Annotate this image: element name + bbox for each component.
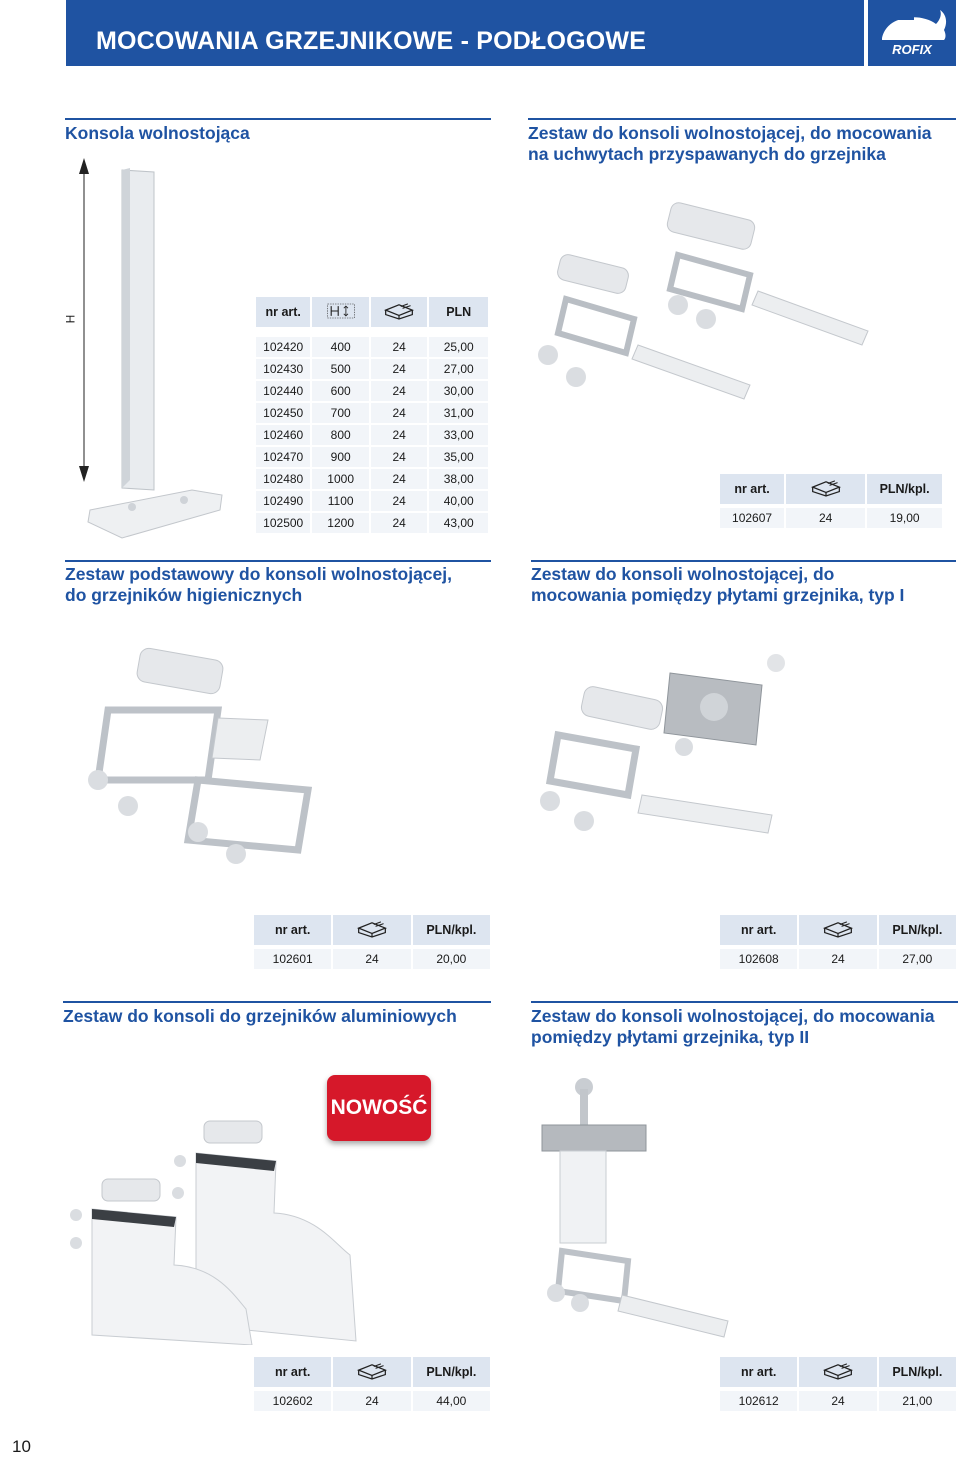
table-cell: 24: [333, 945, 410, 969]
new-badge: NOWOŚĆ: [327, 1075, 431, 1141]
table-cell: 20,00: [413, 945, 490, 969]
table-cell: 102460: [256, 423, 310, 445]
table-cell: 24: [786, 504, 865, 528]
col-header: PLN/kpl.: [867, 474, 942, 504]
table-row: [256, 489, 488, 511]
table-cell: 24: [371, 445, 428, 467]
table-cell: 102490: [256, 489, 310, 511]
table-cell: 21,00: [879, 1387, 956, 1411]
table-cell: 19,00: [867, 504, 942, 528]
price-table: [252, 1357, 492, 1411]
section-title-line: Zestaw do konsoli wolnostojącej, do mocowania: [528, 123, 932, 143]
section-title: [531, 1006, 935, 1048]
package-icon: [333, 1357, 410, 1387]
section-rule: [63, 1001, 491, 1003]
package-icon: [333, 915, 410, 945]
table-cell: 33,00: [429, 423, 488, 445]
table-row: [256, 445, 488, 467]
table-cell: 700: [312, 401, 369, 423]
page-title: MOCOWANIA GRZEJNIKOWE - PODŁOGOWE: [96, 27, 647, 55]
table-cell: 500: [312, 357, 369, 379]
col-header: nr art.: [254, 1357, 331, 1387]
table-cell: 1000: [312, 467, 369, 489]
section-title: [65, 564, 452, 606]
col-header: PLN/kpl.: [879, 915, 956, 945]
table-cell: 44,00: [413, 1387, 490, 1411]
brand-logo: [868, 0, 956, 66]
table-row: [256, 357, 488, 379]
col-header: nr art.: [254, 915, 331, 945]
section-rule: [531, 1001, 958, 1003]
table-row: [256, 401, 488, 423]
table-cell: 102480: [256, 467, 310, 489]
table-cell: 43,00: [429, 511, 488, 533]
table-cell: 27,00: [879, 945, 956, 969]
col-header: nr art.: [256, 297, 310, 327]
table-row: [720, 1387, 956, 1411]
table-row: [256, 379, 488, 401]
table-row: [254, 1387, 490, 1411]
section-rule: [531, 560, 956, 562]
table-cell: 102601: [254, 945, 331, 969]
table-row: [720, 945, 956, 969]
table-cell: 35,00: [429, 445, 488, 467]
table-cell: 30,00: [429, 379, 488, 401]
kit-102601-image: [68, 640, 358, 880]
table-cell: 25,00: [429, 327, 488, 357]
table-cell: 800: [312, 423, 369, 445]
kit-102608-image: [532, 645, 822, 885]
col-header: PLN/kpl.: [879, 1357, 956, 1387]
table-row: [256, 423, 488, 445]
package-icon: [786, 474, 865, 504]
table-cell: 24: [371, 467, 428, 489]
section-rule: [528, 118, 956, 120]
table-cell: 102602: [254, 1387, 331, 1411]
kit-102607-image: [528, 195, 888, 435]
table-cell: 102450: [256, 401, 310, 423]
table-cell: 24: [799, 1387, 876, 1411]
section-title-line: Konsola wolnostojąca: [65, 123, 250, 143]
table-row: [256, 467, 488, 489]
package-icon: [371, 297, 428, 327]
table-cell: 1200: [312, 511, 369, 533]
price-table: [254, 297, 490, 533]
section-title-line: pomiędzy płytami grzejnika, typ II: [531, 1027, 810, 1047]
table-cell: 24: [371, 489, 428, 511]
table-row: [256, 511, 488, 533]
section-title-line: Zestaw do konsoli do grzejników aluminiowych: [63, 1006, 457, 1026]
table-cell: 24: [371, 511, 428, 533]
col-header: PLN: [429, 297, 488, 327]
table-cell: 24: [333, 1387, 410, 1411]
price-table: [718, 915, 958, 969]
table-cell: 24: [371, 357, 428, 379]
table-cell: 102608: [720, 945, 797, 969]
price-table: [252, 915, 492, 969]
package-icon: [799, 1357, 876, 1387]
table-cell: 102430: [256, 357, 310, 379]
table-cell: 38,00: [429, 467, 488, 489]
standing-console-image: [62, 150, 242, 540]
table-cell: 102420: [256, 327, 310, 357]
section-title-line: mocowania pomiędzy płytami grzejnika, typ I: [531, 585, 905, 605]
table-row: [720, 504, 942, 528]
col-header: nr art.: [720, 1357, 797, 1387]
section-title-line: Zestaw do konsoli wolnostojącej, do: [531, 564, 835, 584]
section-title: [528, 123, 932, 165]
table-cell: 1100: [312, 489, 369, 511]
table-cell: 102607: [720, 504, 784, 528]
section-rule: [65, 560, 491, 562]
section-title-line: Zestaw podstawowy do konsoli wolnostojącej,: [65, 564, 452, 584]
kit-102612-image: [532, 1075, 772, 1345]
table-cell: 24: [799, 945, 876, 969]
table-cell: 102612: [720, 1387, 797, 1411]
col-header: nr art.: [720, 915, 797, 945]
height-icon: [312, 297, 369, 327]
rhino-logo-icon: [868, 2, 956, 46]
section-title: [531, 564, 904, 606]
price-table: [718, 474, 944, 528]
dimension-label: H: [63, 314, 78, 324]
table-cell: 24: [371, 379, 428, 401]
section-title-line: na uchwytach przyspawanych do grzejnika: [528, 144, 886, 164]
table-cell: 31,00: [429, 401, 488, 423]
table-cell: 102470: [256, 445, 310, 467]
kit-102602-image: [56, 1105, 386, 1345]
logo-text: ROFIX: [892, 42, 932, 57]
table-cell: 40,00: [429, 489, 488, 511]
table-cell: 600: [312, 379, 369, 401]
section-rule: [65, 118, 491, 120]
page-number: 10: [12, 1437, 31, 1456]
section-title-line: do grzejników higienicznych: [65, 585, 303, 605]
section-title: [63, 1006, 457, 1027]
table-row: [254, 945, 490, 969]
table-cell: 27,00: [429, 357, 488, 379]
section-title: [65, 123, 250, 144]
table-cell: 900: [312, 445, 369, 467]
price-table: [718, 1357, 958, 1411]
table-cell: 102440: [256, 379, 310, 401]
header-bar: [66, 0, 864, 66]
table-cell: 102500: [256, 511, 310, 533]
table-cell: 24: [371, 401, 428, 423]
col-header: PLN/kpl.: [413, 915, 490, 945]
col-header: nr art.: [720, 474, 784, 504]
table-cell: 400: [312, 327, 369, 357]
section-title-line: Zestaw do konsoli wolnostojącej, do mocowania: [531, 1006, 935, 1026]
col-header: PLN/kpl.: [413, 1357, 490, 1387]
table-row: [256, 327, 488, 357]
package-icon: [799, 915, 876, 945]
table-cell: 24: [371, 327, 428, 357]
table-cell: 24: [371, 423, 428, 445]
